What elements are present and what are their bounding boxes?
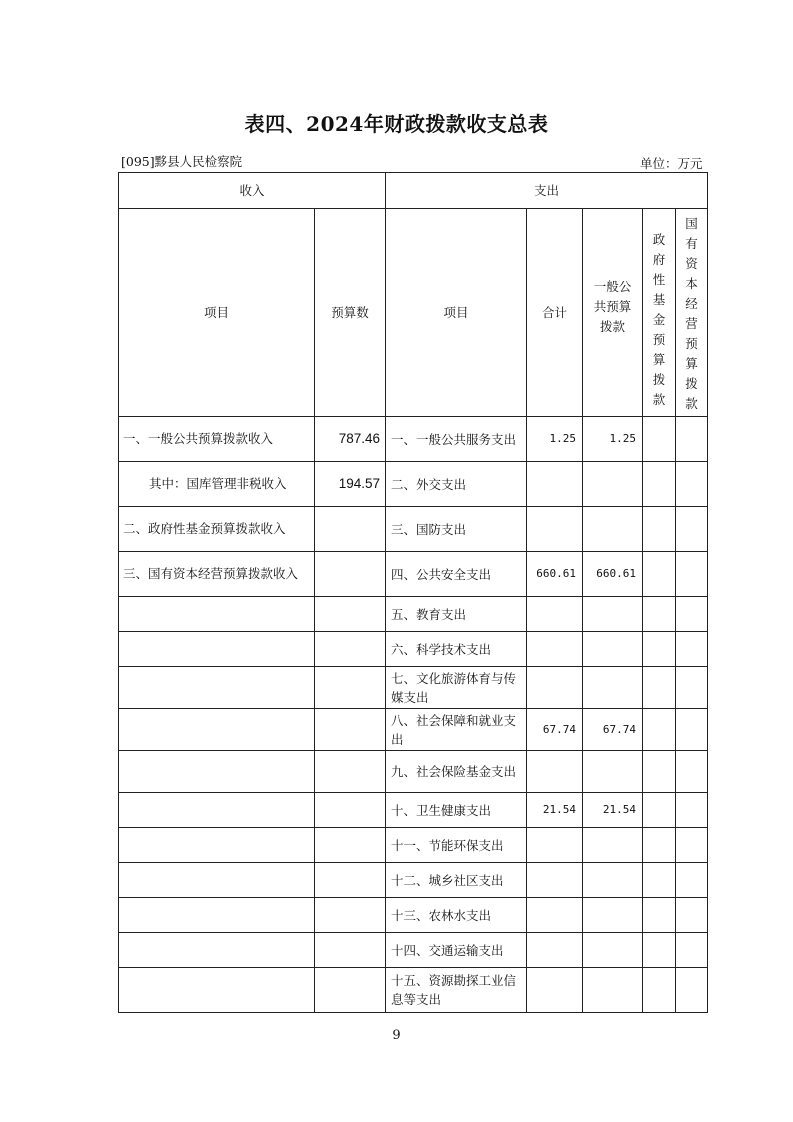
income-item	[119, 709, 315, 751]
table-row	[119, 597, 708, 632]
expense-item: 四、公共安全支出	[386, 552, 527, 597]
income-item	[119, 863, 315, 898]
expense-item: 十一、节能环保支出	[386, 828, 527, 863]
expense-general	[583, 462, 643, 507]
expense-soe	[676, 751, 708, 793]
expense-general	[583, 863, 643, 898]
expense-total: 1.25	[527, 417, 583, 462]
expense-fund	[643, 933, 676, 968]
soe-budget-header: 国有资本经营预算拨款	[676, 209, 708, 417]
expense-general	[583, 898, 643, 933]
expense-fund	[643, 793, 676, 828]
expense-item: 三、国防支出	[386, 507, 527, 552]
income-item	[119, 751, 315, 793]
expense-soe	[676, 667, 708, 709]
expense-total	[527, 462, 583, 507]
income-amount	[315, 968, 386, 1013]
table-row	[119, 462, 708, 507]
income-amount	[315, 933, 386, 968]
income-item: 二、政府性基金预算拨款收入	[119, 507, 315, 552]
income-item: 三、国有资本经营预算拨款收入	[119, 552, 315, 597]
expense-fund	[643, 462, 676, 507]
page-number: 9	[392, 1028, 401, 1043]
expense-soe	[676, 898, 708, 933]
fund-budget-header: 政府性基金预算拨款	[643, 209, 676, 417]
expense-soe	[676, 632, 708, 667]
income-amount	[315, 667, 386, 709]
expense-fund	[643, 417, 676, 462]
expense-fund	[643, 667, 676, 709]
expense-total	[527, 597, 583, 632]
expense-item: 二、外交支出	[386, 462, 527, 507]
expense-soe	[676, 462, 708, 507]
expense-soe	[676, 597, 708, 632]
income-item-header: 项目	[119, 209, 315, 417]
expense-total	[527, 667, 583, 709]
expense-fund	[643, 751, 676, 793]
income-item	[119, 793, 315, 828]
expense-general	[583, 667, 643, 709]
expense-soe	[676, 863, 708, 898]
table-title: 表四、2024年财政拨款收支总表	[244, 112, 549, 136]
table-row	[119, 552, 708, 597]
expense-general	[583, 632, 643, 667]
table-row	[119, 507, 708, 552]
expense-fund	[643, 632, 676, 667]
expense-item: 一、一般公共服务支出	[386, 417, 527, 462]
expense-total	[527, 898, 583, 933]
income-amount	[315, 898, 386, 933]
expense-item: 八、社会保障和就业支出	[386, 709, 527, 751]
table-row	[119, 828, 708, 863]
income-amount	[315, 751, 386, 793]
expense-header: 支出	[386, 173, 708, 209]
expense-soe	[676, 709, 708, 751]
expense-general	[583, 933, 643, 968]
table-row	[119, 933, 708, 968]
expense-item: 十五、资源勘探工业信息等支出	[386, 968, 527, 1013]
table-row	[119, 968, 708, 1013]
expense-soe	[676, 933, 708, 968]
income-item	[119, 667, 315, 709]
income-item	[119, 933, 315, 968]
expense-fund	[643, 863, 676, 898]
expense-total	[527, 632, 583, 667]
expense-general: 67.74	[583, 709, 643, 751]
expense-general: 1.25	[583, 417, 643, 462]
expense-general	[583, 597, 643, 632]
table-row	[119, 632, 708, 667]
income-amount	[315, 793, 386, 828]
organization-label: [095]黟县人民检察院	[121, 154, 243, 169]
income-amount	[315, 597, 386, 632]
expense-total	[527, 507, 583, 552]
expense-fund	[643, 507, 676, 552]
income-amount	[315, 709, 386, 751]
expense-fund	[643, 828, 676, 863]
table-row	[119, 751, 708, 793]
expense-item: 六、科学技术支出	[386, 632, 527, 667]
income-amount	[315, 507, 386, 552]
expense-soe	[676, 552, 708, 597]
income-amount: 194.57	[315, 462, 386, 507]
total-header: 合计	[527, 209, 583, 417]
expense-item: 十三、农林水支出	[386, 898, 527, 933]
expense-total: 21.54	[527, 793, 583, 828]
expense-general	[583, 968, 643, 1013]
income-amount: 787.46	[315, 417, 386, 462]
expense-total	[527, 968, 583, 1013]
income-item	[119, 597, 315, 632]
expense-fund	[643, 898, 676, 933]
income-item	[119, 968, 315, 1013]
income-amount	[315, 632, 386, 667]
expense-total	[527, 863, 583, 898]
table-row	[119, 417, 708, 462]
expense-general	[583, 751, 643, 793]
expense-soe	[676, 507, 708, 552]
expense-item-header: 项目	[386, 209, 527, 417]
table-row	[119, 667, 708, 709]
table-row	[119, 793, 708, 828]
general-budget-header: 一般公共预算拨款	[583, 209, 643, 417]
expense-item: 九、社会保险基金支出	[386, 751, 527, 793]
expense-general: 21.54	[583, 793, 643, 828]
income-amount	[315, 828, 386, 863]
expense-general: 660.61	[583, 552, 643, 597]
table-row	[119, 863, 708, 898]
expense-fund	[643, 968, 676, 1013]
unit-label: 单位：万元	[640, 156, 703, 171]
income-item	[119, 828, 315, 863]
expense-soe	[676, 828, 708, 863]
income-item	[119, 632, 315, 667]
income-amount	[315, 552, 386, 597]
income-item: 其中：国库管理非税收入	[119, 462, 315, 507]
table-row	[119, 709, 708, 751]
expense-total: 660.61	[527, 552, 583, 597]
expense-total	[527, 751, 583, 793]
budget-summary-table	[118, 172, 708, 1013]
expense-soe	[676, 417, 708, 462]
expense-soe	[676, 793, 708, 828]
expense-item: 十二、城乡社区支出	[386, 863, 527, 898]
expense-fund	[643, 709, 676, 751]
expense-general	[583, 507, 643, 552]
expense-item: 十四、交通运输支出	[386, 933, 527, 968]
expense-fund	[643, 597, 676, 632]
expense-total: 67.74	[527, 709, 583, 751]
table-row	[119, 898, 708, 933]
expense-total	[527, 933, 583, 968]
income-item	[119, 898, 315, 933]
income-amount	[315, 863, 386, 898]
expense-fund	[643, 552, 676, 597]
income-item: 一、一般公共预算拨款收入	[119, 417, 315, 462]
header-group-row	[119, 173, 708, 209]
expense-soe	[676, 968, 708, 1013]
expense-general	[583, 828, 643, 863]
expense-item: 五、教育支出	[386, 597, 527, 632]
income-budget-header: 预算数	[315, 209, 386, 417]
expense-item: 十、卫生健康支出	[386, 793, 527, 828]
income-header: 收入	[119, 173, 386, 209]
expense-total	[527, 828, 583, 863]
header-column-row	[119, 209, 708, 417]
expense-item: 七、文化旅游体育与传媒支出	[386, 667, 527, 709]
